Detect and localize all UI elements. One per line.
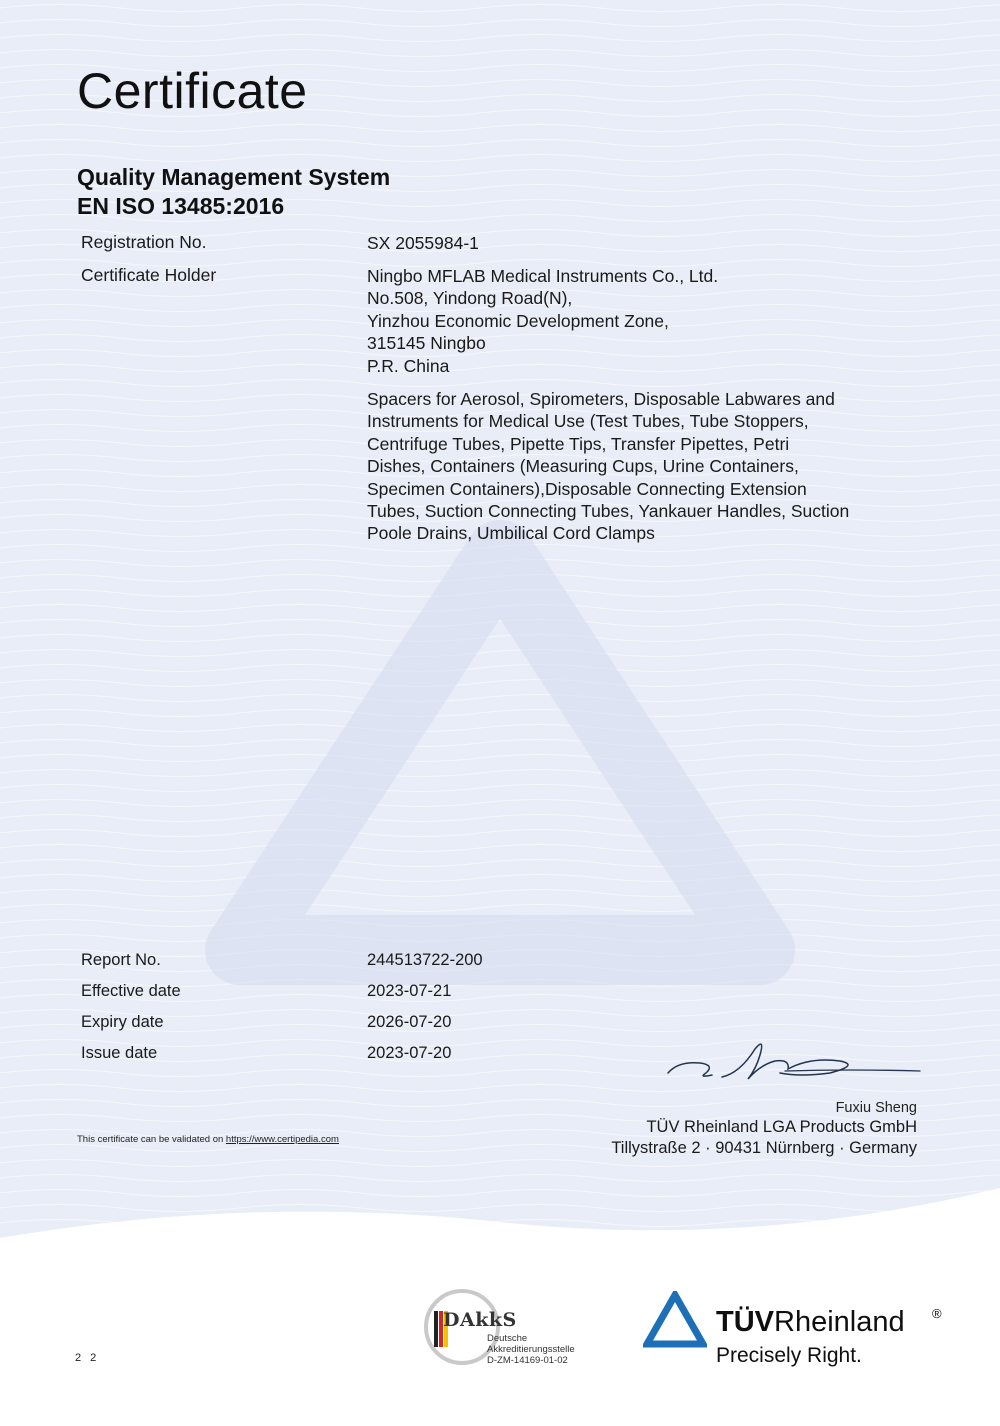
tuv-name [716,1306,905,1339]
tuv-slogan: Precisely Right. [716,1344,862,1367]
holder-label: Certificate Holder [81,265,217,285]
dakks-line: D-ZM-14169-01-02 [487,1355,568,1366]
signature [660,1033,925,1088]
holder-line: 315145 Ningbo [367,333,486,354]
holder-line: No.508, Yindong Road(N), [367,288,573,309]
holder-line: Yinzhou Economic Development Zone, [367,310,669,331]
scope-line: Centrifuge Tubes, Pipette Tips, Transfer Pipettes, Petri [367,433,790,454]
effective-date-label: Effective date [81,982,181,1000]
system-name: Quality Management System [77,164,391,190]
dakks-name: DAkkS [443,1309,517,1331]
page-number: 2 2 [75,1352,100,1364]
scope-line: Specimen Containers),Disposable Connecting Extension [367,478,807,499]
issuer-block [611,1117,917,1159]
scope-line: Dishes, Containers (Measuring Cups, Urine Containers, [367,456,799,477]
tuv-triangle-icon [643,1291,707,1348]
dakks-text [487,1333,575,1366]
signer-name: Fuxiu Sheng [835,1100,917,1116]
issuer-address: Tillystraße 2 · 90431 Nürnberg · Germany [611,1139,917,1157]
expiry-date-value: 2026-07-20 [367,1013,452,1031]
registration-label: Registration No. [81,232,207,252]
tuv-name-regular: Rheinland [774,1306,905,1338]
scope-line: Poole Drains, Umbilical Cord Clamps [367,523,655,544]
registration-value: SX 2055984-1 [367,233,479,253]
report-no-value: 244513722-200 [367,951,483,969]
registered-mark: ® [932,1306,942,1321]
issuer-company: TÜV Rheinland LGA Products GmbH [646,1118,917,1136]
certificate-scope [367,388,927,545]
scope-line: Tubes, Suction Connecting Tubes, Yankauer Handles, Suction [367,501,850,522]
standard-name: EN ISO 13485:2016 [77,193,285,219]
certificate-subtitle [77,163,390,221]
holder-line: P.R. China [367,355,450,376]
holder-address [367,265,718,377]
dakks-line: Akkreditierungsstelle [487,1344,575,1355]
validation-note [77,1134,339,1145]
effective-date-value: 2023-07-21 [367,982,452,1000]
issue-date-value: 2023-07-20 [367,1044,452,1062]
dakks-line: Deutsche [487,1333,528,1344]
tuv-name-bold: TÜV [716,1306,774,1338]
scope-line: Instruments for Medical Use (Test Tubes, Tube Stoppers, [367,411,809,432]
report-no-label: Report No. [81,951,161,969]
expiry-date-label: Expiry date [81,1013,164,1031]
validation-text: This certificate can be validated on [77,1134,224,1145]
certipedia-link[interactable]: https://www.certipedia.com [225,1134,339,1145]
scope-line: Spacers for Aerosol, Spirometers, Disposable Labwares and [367,389,835,409]
certificate-title: Certificate [77,63,308,119]
issue-date-label: Issue date [81,1044,158,1062]
holder-line: Ningbo MFLAB Medical Instruments Co., Ltd. [367,266,719,286]
